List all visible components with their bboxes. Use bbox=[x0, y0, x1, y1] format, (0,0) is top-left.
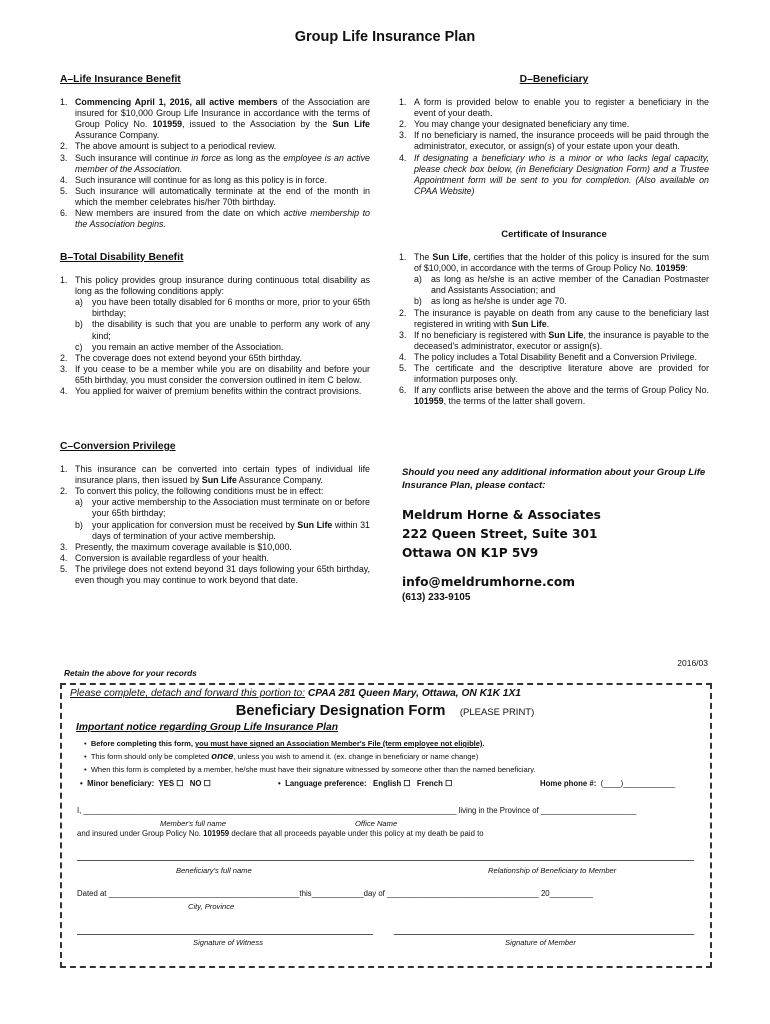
section-a-heading: A–Life Insurance Benefit bbox=[60, 74, 181, 85]
list-item: 2. To convert this policy, the following conditions must be in effect: a) your active membership to the Association must terminate on or before your 65th birthday; b) your application for conversion must be received by Sun Life within 31 days of termination of your active membership. bbox=[60, 486, 370, 541]
forward-line bbox=[70, 688, 521, 699]
certificate bbox=[399, 229, 709, 407]
list-item: 3. Such insurance will continue in force as long as the employee is an active member of the Association. bbox=[60, 152, 370, 174]
city-province-label: City, Province bbox=[188, 902, 235, 911]
list-item: 1. Commencing April 1, 2016, all active members of the Association are insured for $10,000 Group Life Insurance in accordance with the terms of Group Policy No. 101959, issued to the Association by the Sun Life Assurance Company. bbox=[60, 97, 370, 141]
city: Ottawa ON K1P 5V9 bbox=[402, 546, 539, 560]
date-code: 2016/03 bbox=[677, 658, 708, 668]
firm-name: Meldrum Horne & Associates bbox=[402, 508, 601, 522]
forward-address: CPAA 281 Queen Mary, Ottawa, ON K1K 1X1 bbox=[305, 688, 521, 699]
section-a-list bbox=[60, 97, 370, 230]
certificate-list bbox=[399, 252, 709, 407]
list-item: 2. The coverage does not extend beyond your 65th birthday. bbox=[60, 352, 302, 363]
list-item: 1. The Sun Life, certifies that the holder of this policy is insured for the sum of $10,000, in accordance with the terms of Group Policy No. 101959: a) as long as he/she is an active member of the Canadian Postmaster and Assistants Association; and b) as long as he/she is under age 70. bbox=[399, 252, 710, 307]
notice-heading: Important notice regarding Group Life Insurance Plan bbox=[76, 722, 339, 733]
yes-checkbox[interactable]: ☐ bbox=[176, 779, 184, 788]
list-item: 4. Such insurance will continue for as long as this policy is in force. bbox=[60, 174, 328, 185]
list-item: • This form should only be completed once, unless you wish to amend it. (ex. change in beneficiary or name change) bbox=[84, 751, 479, 762]
section-c-list bbox=[60, 464, 370, 586]
list-item: • When this form is completed by a member, he/she must have their signature witnessed by someone other than the named beneficiary. bbox=[84, 765, 536, 774]
contact-email[interactable]: info@meldrumhorne.com bbox=[402, 575, 575, 589]
certificate-heading: Certificate of Insurance bbox=[501, 229, 607, 240]
list-item: b) your application for conversion must be received by Sun Life within 31 days of termination of your active membership. bbox=[75, 519, 370, 541]
list-item: 1. A form is provided below to enable you to register a beneficiary in the event of your death. bbox=[399, 97, 709, 119]
contact-phone: (613) 233-9105 bbox=[402, 592, 471, 603]
relationship-label: Relationship of Beneficiary to Member bbox=[488, 866, 617, 875]
declaration: and insured under Group Policy No. 101959 declare that all proceeds payable under this policy at my death be paid to bbox=[77, 829, 484, 838]
please-print: (PLEASE PRINT) bbox=[459, 707, 535, 718]
list-item: 2. You may change your designated beneficiary any time. bbox=[399, 119, 630, 130]
member-signature-field[interactable] bbox=[394, 934, 694, 935]
section-a bbox=[60, 74, 370, 230]
witness-signature-label: Signature of Witness bbox=[193, 938, 263, 947]
list-item: 3. Presently, the maximum coverage available is $10,000. bbox=[60, 541, 292, 552]
list-item: 1. This insurance can be converted into certain types of individual life insurance plans, then issued by Sun Life Assurance Company. bbox=[60, 464, 370, 486]
office-name-label: Office Name bbox=[355, 819, 398, 828]
section-b-list bbox=[60, 275, 370, 397]
list-item: 4. Conversion is available regardless of your health. bbox=[60, 552, 269, 563]
list-item: a) as long as he/she is an active member of the Canadian Postmaster and Assistants Association; and bbox=[414, 274, 709, 296]
member-name-field[interactable]: ______________________________________________________________________________________ bbox=[83, 806, 457, 815]
list-item: c) you remain an active member of the Association. bbox=[75, 341, 284, 352]
list-item: 3. If no beneficiary is registered with Sun Life, the insurance is payable to the deceased's administrator, executor or assign(s). bbox=[399, 329, 709, 351]
member-line: I, ______________________________________________________________________________________ living in the Province of ______________________ bbox=[77, 806, 637, 815]
list-item: 1. This policy provides group insurance during continuous total disability as long as the following conditions apply: a) you have been totally disabled for 6 months or more, prior to your 65th birthday; b) the disability is such that you are unable to perform any work of any kind; c) you remain an active member of the Association. bbox=[60, 275, 370, 352]
list-item: 4. You applied for waiver of premium benefits within the contract provisions. bbox=[60, 386, 362, 397]
list-item: • Before completing this form, you must have signed an Association Member's File (term employee not eligible). bbox=[84, 739, 485, 748]
witness-signature-field[interactable] bbox=[77, 934, 373, 935]
list-item: 2. The insurance is payable on death from any cause to the beneficiary last registered in writing with Sun Life. bbox=[399, 307, 709, 329]
list-item: 5. Such insurance will automatically terminate at the end of the month in which the member celebrates his/her 70th birthday. bbox=[60, 185, 370, 207]
minor-beneficiary: • Minor beneficiary: YES ☐ NO ☐ bbox=[80, 779, 211, 788]
list-item: 5. The privilege does not extend beyond 31 days following your 65th birthday, even though you may continue to work beyond that date. bbox=[60, 563, 370, 586]
contact-question: Should you need any additional information about your Group Life Insurance Plan, please contact: bbox=[402, 467, 706, 491]
section-b bbox=[60, 252, 370, 397]
list-item: b) the disability is such that you are unable to perform any work of any kind; bbox=[75, 319, 370, 341]
home-phone-field[interactable]: (____)____________ bbox=[600, 779, 676, 788]
member-signature-label: Signature of Member bbox=[505, 938, 576, 947]
beneficiary-name-field[interactable] bbox=[77, 860, 694, 861]
street: 222 Queen Street, Suite 301 bbox=[402, 527, 598, 541]
page-title: Group Life Insurance Plan bbox=[294, 29, 476, 45]
french-checkbox[interactable]: ☐ bbox=[445, 779, 453, 788]
form-title: Beneficiary Designation Form bbox=[235, 703, 446, 719]
section-d-heading: D–Beneficiary bbox=[519, 74, 589, 85]
province-field[interactable]: ______________________ bbox=[540, 806, 637, 815]
list-item: a) you have been totally disabled for 6 months or more, prior to your 65th birthday; bbox=[75, 297, 370, 319]
list-item: 6. If any conflicts arise between the above and the terms of Group Policy No. 101959, the terms of the latter shall govern. bbox=[399, 385, 709, 407]
list-item: 4. If designating a beneficiary who is a minor or who lacks legal capacity, please check box below, (in Beneficiary Designation Form) and a Trustee Appointment form will be sent to you for completion. (Also available on CPAA Website) bbox=[399, 152, 709, 196]
dated-field[interactable]: Dated at ____________________________________________this____________day of ___________________________________ 20__________ bbox=[77, 889, 593, 898]
no-checkbox[interactable]: ☐ bbox=[203, 779, 211, 788]
list-item: 2. The above amount is subject to a periodical review. bbox=[60, 141, 277, 152]
list-item: 6. New members are insured from the date on which active membership to the Association begins. bbox=[60, 208, 370, 230]
section-b-heading: B–Total Disability Benefit bbox=[60, 252, 184, 263]
language-preference: • Language preference: English ☐ French ☐ bbox=[278, 779, 453, 788]
list-item: a) your active membership to the Association must terminate on or before your 65th birthday; bbox=[75, 497, 370, 519]
section-d bbox=[399, 74, 709, 197]
form-title-row bbox=[0, 702, 770, 720]
notice-bullets bbox=[84, 737, 704, 776]
list-item: b) as long as he/she is under age 70. bbox=[414, 296, 567, 307]
list-item: 3. If you cease to be a member while you are on disability and before your 65th birthday, you must consider the conversion outlined in item C below. bbox=[60, 363, 370, 385]
member-name-label: Member's full name bbox=[160, 819, 227, 828]
retain-note: Retain the above for your records bbox=[64, 668, 197, 678]
list-item: 5. The certificate and the descriptive literature above are provided for information purposes only. bbox=[399, 363, 709, 385]
forward-prefix: Please complete, detach and forward this portion to: bbox=[70, 688, 306, 699]
section-c-heading: C–Conversion Privilege bbox=[60, 441, 176, 452]
home-phone: Home phone #: (____)____________ bbox=[540, 779, 676, 788]
list-item: 4. The policy includes a Total Disability Benefit and a Conversion Privilege. bbox=[399, 351, 697, 362]
contact-address bbox=[402, 506, 712, 563]
english-checkbox[interactable]: ☐ bbox=[403, 779, 411, 788]
beneficiary-name-label: Beneficiary's full name bbox=[176, 866, 252, 875]
section-c bbox=[60, 441, 370, 586]
section-d-list bbox=[399, 97, 709, 197]
list-item: 3. If no beneficiary is named, the insurance proceeds will be paid through the administrator, executor, or assign(s) of your estate upon your death. bbox=[399, 130, 709, 152]
